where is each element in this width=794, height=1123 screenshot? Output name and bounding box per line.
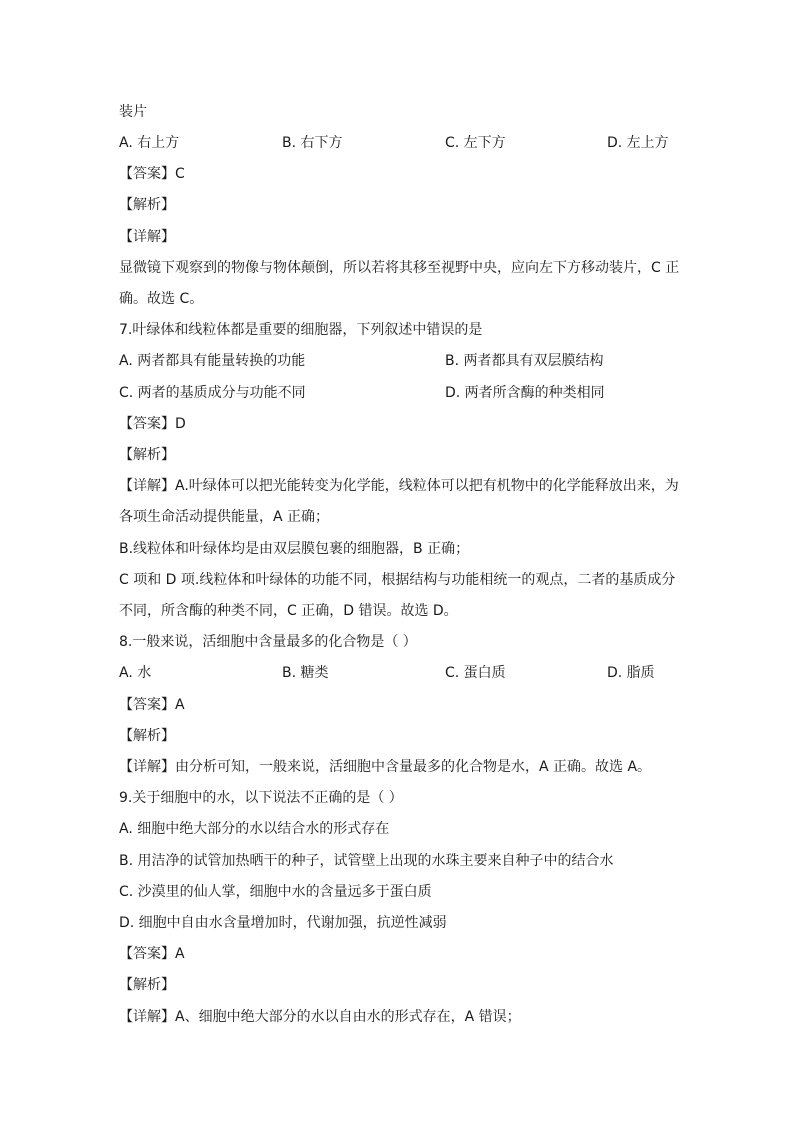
q7-analysis-label: 【解析】 bbox=[119, 447, 175, 463]
q7-option-b: B. 两者都具有双层膜结构 bbox=[445, 353, 604, 369]
q6-option-a: A. 右上方 bbox=[119, 135, 180, 151]
q9-detail: 【详解】A、细胞中绝大部分的水以自由水的形式存在，A 错误； bbox=[119, 1009, 521, 1025]
q7-option-d: D. 两者所含酶的种类相同 bbox=[445, 385, 605, 401]
q8-answer: 【答案】A bbox=[119, 697, 185, 713]
q9-analysis-label: 【解析】 bbox=[119, 977, 175, 993]
q9-option-a: A. 细胞中绝大部分的水以结合水的形式存在 bbox=[119, 821, 390, 837]
q8-option-b: B. 糖类 bbox=[282, 665, 329, 681]
q7-detail-line-2: 各项生命活动提供能量，A 正确； bbox=[119, 509, 330, 525]
q6-detail-line-2: 确。故选 C。 bbox=[119, 291, 204, 307]
q7-option-a: A. 两者都具有能量转换的功能 bbox=[119, 353, 306, 369]
q7-option-c: C. 两者的基质成分与功能不同 bbox=[119, 385, 306, 401]
q8-option-c: C. 蛋白质 bbox=[445, 665, 506, 681]
q7-stem: 7.叶绿体和线粒体都是重要的细胞器，下列叙述中错误的是 bbox=[119, 322, 483, 338]
q6-answer: 【答案】C bbox=[119, 166, 185, 182]
q8-option-a: A. 水 bbox=[119, 665, 152, 681]
q7-detail-line-5: 不同，所含酶的种类不同，C 正确，D 错误。故选 D。 bbox=[119, 603, 458, 619]
q6-option-b: B. 右下方 bbox=[282, 135, 343, 151]
q7-detail-line-1: 【详解】A.叶绿体可以把光能转变为化学能，线粒体可以把有机物中的化学能释放出来，为 bbox=[119, 478, 679, 494]
q9-answer: 【答案】A bbox=[119, 946, 185, 962]
q6-option-d: D. 左上方 bbox=[607, 135, 669, 151]
q6-detail-line-1: 显微镜下观察到的物像与物体颠倒，所以若将其移至视野中央，应向左下方移动装片，C 正 bbox=[119, 260, 680, 276]
q8-stem: 8.一般来说，活细胞中含量最多的化合物是（ ） bbox=[119, 634, 417, 650]
q6-tail-text: 装片 bbox=[119, 104, 147, 120]
q6-option-c: C. 左下方 bbox=[445, 135, 506, 151]
q9-option-c: C. 沙漠里的仙人掌，细胞中水的含量远多于蛋白质 bbox=[119, 884, 432, 900]
q7-detail-line-4: C 项和 D 项.线粒体和叶绿体的功能不同，根据结构与功能相统一的观点，二者的基质成分 bbox=[119, 572, 676, 588]
q9-stem: 9.关于细胞中的水，以下说法不正确的是（ ） bbox=[119, 790, 403, 806]
q8-analysis-label: 【解析】 bbox=[119, 728, 175, 744]
q9-option-d: D. 细胞中自由水含量增加时，代谢加强，抗逆性减弱 bbox=[119, 915, 447, 931]
q6-detail-label: 【详解】 bbox=[119, 229, 175, 245]
q6-analysis-label: 【解析】 bbox=[119, 197, 175, 213]
q7-answer: 【答案】D bbox=[119, 416, 186, 432]
q8-detail: 【详解】由分析可知，一般来说，活细胞中含量最多的化合物是水，A 正确。故选 A。 bbox=[119, 759, 652, 775]
q9-option-b: B. 用洁净的试管加热晒干的种子，试管壁上出现的水珠主要来自种子中的结合水 bbox=[119, 853, 614, 869]
q7-detail-line-3: B.线粒体和叶绿体均是由双层膜包裹的细胞器，B 正确； bbox=[119, 541, 470, 557]
q8-option-d: D. 脂质 bbox=[607, 665, 655, 681]
